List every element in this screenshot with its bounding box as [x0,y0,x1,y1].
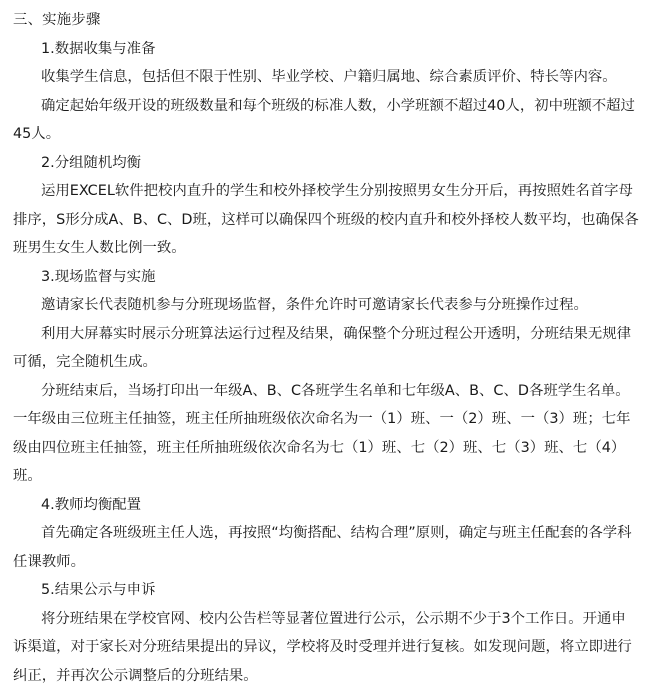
step-3-line-1: 邀请家长代表随机参与分班现场监督，条件允许时可邀请家长代表参与分班操作过程。 [13,291,659,320]
step-4-title: 4.教师均衡配置 [13,491,659,520]
step-1-line-3: 45人。 [13,120,659,149]
step-3-line-4: 分班结束后，当场打印出一年级A、B、C各班学生名单和七年级A、B、C、D各班学生名单。 [13,377,659,406]
step-2-line-1: 运用EXCEL软件把校内直升的学生和校外择校学生分别按照男女生分开后，再按照姓名首字母 [13,177,659,206]
step-2-line-2: 排序，S形分成A、B、C、D班，这样可以确保四个班级的校内直升和校外择校人数平均，也确保各 [13,206,659,235]
step-3-line-6: 级由四位班主任抽签，班主任所抽班级依次命名为七（1）班、七（2）班、七（3）班、七（4） [13,434,659,463]
step-1-title: 1.数据收集与准备 [13,35,659,64]
step-5-line-2: 诉渠道，对于家长对分班结果提出的异议，学校将及时受理并进行复核。如发现问题，将立即进行 [13,633,659,662]
step-3-title: 3.现场监督与实施 [13,263,659,292]
step-5-line-3: 纠正，并再次公示调整后的分班结果。 [13,662,659,690]
section-title: 三、实施步骤 [13,6,659,35]
step-1-line-2: 确定起始年级开设的班级数量和每个班级的标准人数，小学班额不超过40人，初中班额不超过 [13,92,659,121]
step-3-line-7: 班。 [13,462,659,491]
step-1-line-1: 收集学生信息，包括但不限于性别、毕业学校、户籍归属地、综合素质评价、特长等内容。 [13,63,659,92]
step-3-line-2: 利用大屏幕实时展示分班算法运行过程及结果，确保整个分班过程公开透明，分班结果无规律 [13,320,659,349]
step-3-line-5: 一年级由三位班主任抽签，班主任所抽班级依次命名为一（1）班、一（2）班、一（3）班；七年 [13,405,659,434]
step-4-line-1: 首先确定各班级班主任人选，再按照“均衡搭配、结构合理”原则，确定与班主任配套的各学科 [13,519,659,548]
step-3-line-3: 可循，完全随机生成。 [13,348,659,377]
step-2-line-3: 班男生女生人数比例一致。 [13,234,659,263]
step-5-line-1: 将分班结果在学校官网、校内公告栏等显著位置进行公示，公示期不少于3个工作日。开通申 [13,605,659,634]
step-5-title: 5.结果公示与申诉 [13,576,659,605]
step-4-line-2: 任课教师。 [13,548,659,577]
step-2-title: 2.分组随机均衡 [13,149,659,178]
